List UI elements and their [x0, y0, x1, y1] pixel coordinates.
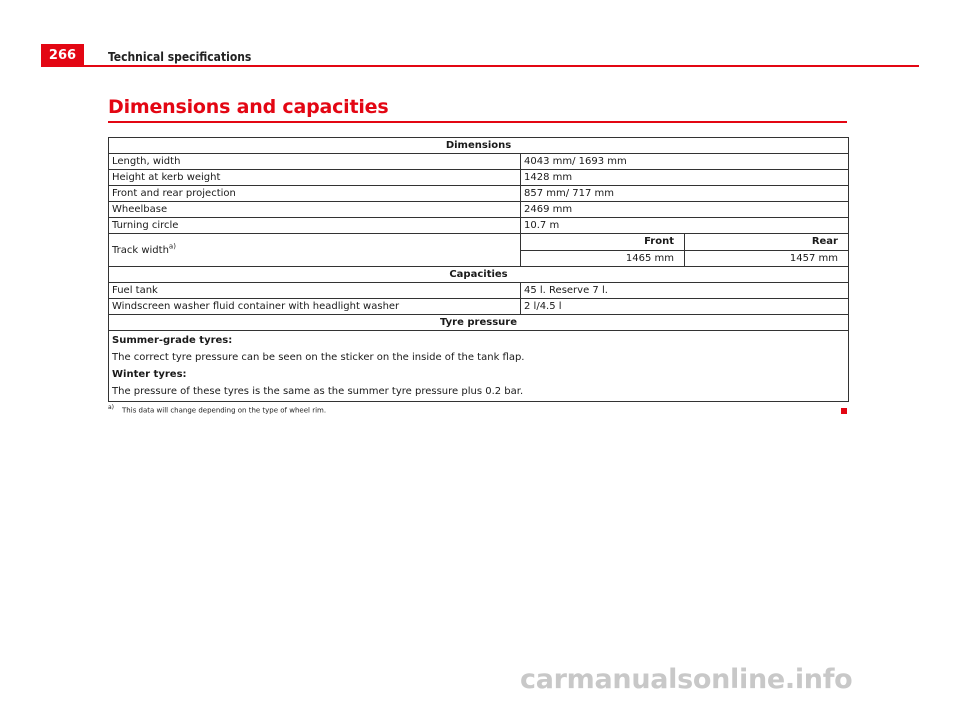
- winter-tyres-text: The pressure of these tyres is the same as the summer tyre pressure plus 0.2 bar.: [112, 386, 524, 397]
- row-label: Windscreen washer fluid container with headlight washer: [109, 299, 521, 315]
- title-divider: [108, 121, 847, 123]
- footnote-marker: a): [168, 242, 176, 251]
- row-label: Wheelbase: [109, 202, 521, 218]
- capacities-heading: Capacities: [109, 267, 849, 283]
- page-title: Dimensions and capacities: [108, 96, 389, 118]
- table-row: [109, 218, 849, 234]
- footnote-text: This data will change depending on the type of wheel rim.: [122, 406, 327, 415]
- row-value: 4043 mm/ 1693 mm: [521, 154, 849, 170]
- track-width-label-cell: [109, 234, 521, 267]
- track-width-rear-value: 1457 mm: [685, 250, 849, 267]
- row-label: Length, width: [109, 154, 521, 170]
- row-value: 1428 mm: [521, 170, 849, 186]
- track-width-front-value: 1465 mm: [521, 250, 685, 267]
- track-width-front-header: Front: [521, 234, 685, 251]
- page-number: 266: [41, 44, 84, 67]
- table-row: [109, 299, 849, 315]
- specifications-table: [108, 137, 849, 402]
- section-title: Technical specifications: [108, 50, 252, 64]
- dimensions-heading: Dimensions: [109, 138, 849, 154]
- end-of-section-marker: [841, 408, 847, 414]
- table-row: [109, 202, 849, 218]
- row-value: 2 l/4.5 l: [521, 299, 849, 315]
- table-row: [109, 186, 849, 202]
- track-width-rear-header: Rear: [685, 234, 849, 251]
- row-label: Front and rear projection: [109, 186, 521, 202]
- footnote-marker: a): [108, 404, 115, 411]
- row-value: 857 mm/ 717 mm: [521, 186, 849, 202]
- summer-tyres-text: The correct tyre pressure can be seen on the sticker on the inside of the tank flap.: [112, 352, 525, 363]
- table-row: [109, 154, 849, 170]
- row-label: Fuel tank: [109, 283, 521, 299]
- row-value: 10.7 m: [521, 218, 849, 234]
- tyre-pressure-heading: Tyre pressure: [109, 315, 849, 331]
- row-value: 45 l. Reserve 7 l.: [521, 283, 849, 299]
- header-divider: [84, 65, 919, 67]
- tyre-pressure-cell: [109, 331, 849, 402]
- table-row: [109, 170, 849, 186]
- footnote: [108, 404, 326, 414]
- track-width-header-row: [109, 234, 849, 251]
- row-label: Turning circle: [109, 218, 521, 234]
- table-section-header-row: [109, 138, 849, 154]
- winter-tyres-heading: Winter tyres:: [112, 369, 187, 380]
- summer-tyres-heading: Summer-grade tyres:: [112, 335, 233, 346]
- watermark: carmanualsonline.info: [520, 664, 853, 695]
- table-section-header-row: [109, 315, 849, 331]
- table-row: [109, 283, 849, 299]
- tyre-pressure-row: [109, 331, 849, 402]
- table-section-header-row: [109, 267, 849, 283]
- row-label: Height at kerb weight: [109, 170, 521, 186]
- row-value: 2469 mm: [521, 202, 849, 218]
- track-width-label: Track width: [112, 244, 169, 256]
